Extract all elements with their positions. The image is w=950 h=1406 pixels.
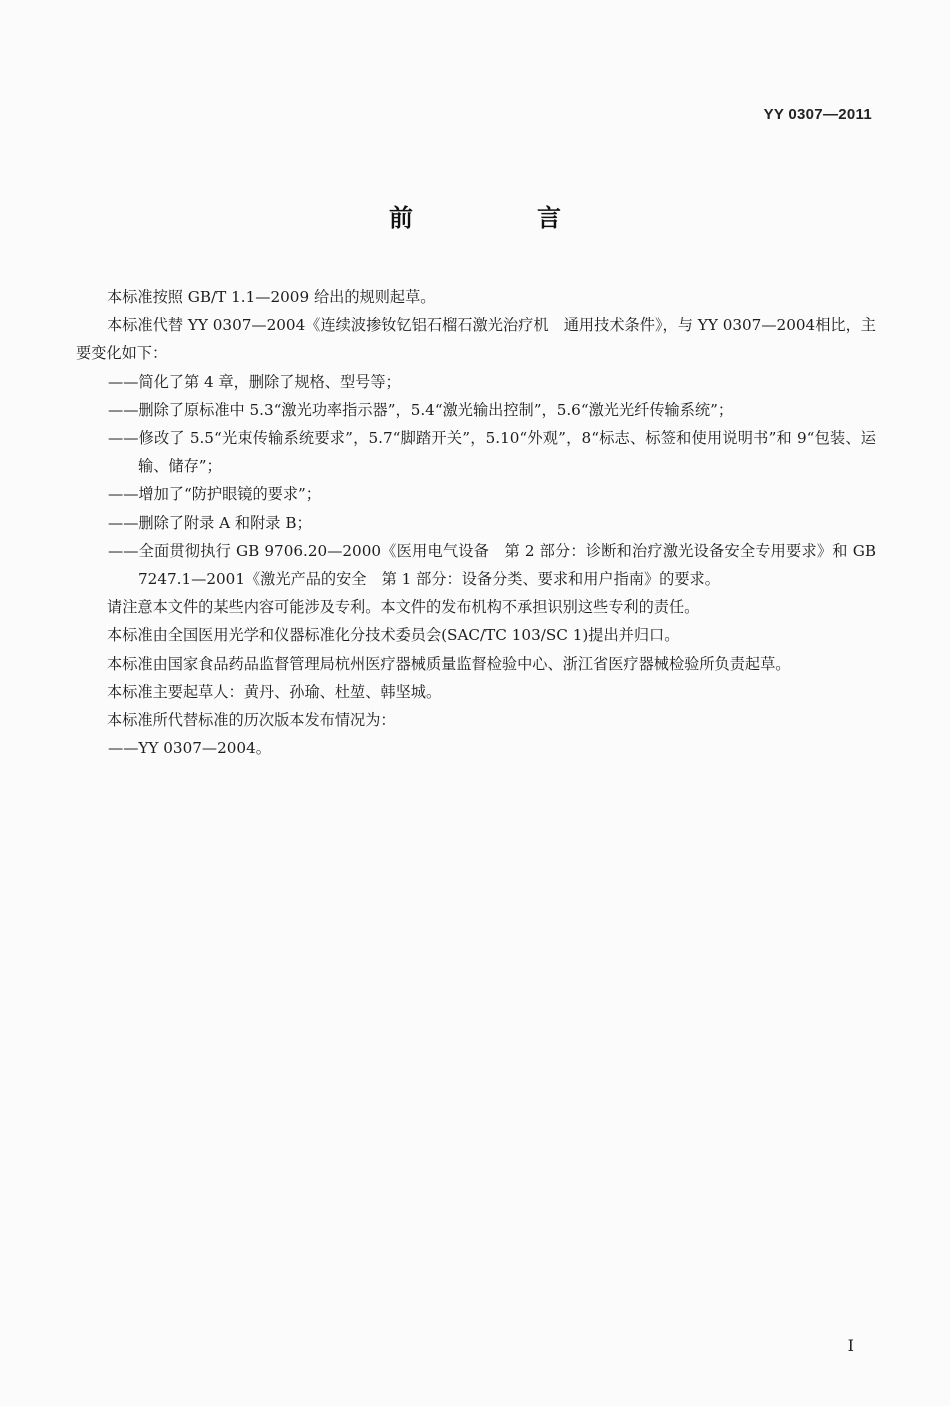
body-text xyxy=(76,283,876,762)
history-item: ——YY 0307—2004。 xyxy=(108,739,271,758)
page-number: I xyxy=(847,1336,854,1355)
change-item: ——修改了 5.5“光束传输系统要求”，5.7“脚踏开关”，5.10“外观”，8“标志、标签和使用说明书”和 9“包装、运输、储存”； xyxy=(108,429,876,476)
paragraph-drafters: 本标准主要起草人：黄丹、孙瑜、杜堃、韩坚城。 xyxy=(107,682,442,701)
paragraph-proposed-by: 本标准由全国医用光学和仪器标准化分技术委员会(SAC/TC 103/SC 1)提出并归口。 xyxy=(107,626,680,645)
change-item: ——删除了原标准中 5.3“激光功率指示器”，5.4“激光输出控制”，5.6“激光光纤传输系统”； xyxy=(108,400,734,419)
change-item: ——删除了附录 A 和附录 B； xyxy=(108,513,312,532)
change-item: ——全面贯彻执行 GB 9706.20—2000《医用电气设备 第 2 部分：诊断和治疗激光设备安全专用要求》和 GB 7247.1—2001《激光产品的安全 第 1 部分：设备分类、要求和用户指南》的要求。 xyxy=(108,541,876,589)
paragraph-drafting-rules: 本标准按照 GB/T 1.1—2009 给出的规则起草。 xyxy=(107,288,436,306)
paragraph-replacement: 本标准代替 YY 0307—2004《连续波掺钕钇铝石榴石激光治疗机 通用技术条件》，与 YY 0307—2004相比，主要变化如下： xyxy=(76,316,876,363)
change-item: ——简化了第 4 章，删除了规格、型号等； xyxy=(108,372,401,391)
paragraph-patent-notice: 请注意本文件的某些内容可能涉及专利。本文件的发布机构不承担识别这些专利的责任。 xyxy=(107,598,700,617)
change-item: ——增加了“防护眼镜的要求”； xyxy=(108,485,321,504)
page-title: 前 言 xyxy=(389,204,611,232)
paragraph-history-intro: 本标准所代替标准的历次版本发布情况为： xyxy=(107,711,396,730)
paragraph-drafted-by: 本标准由国家食品药品监督管理局杭州医疗器械质量监督检验中心、浙江省医疗器械检验所负责起草。 xyxy=(107,654,791,673)
standard-number: YY 0307—2011 xyxy=(763,106,872,123)
